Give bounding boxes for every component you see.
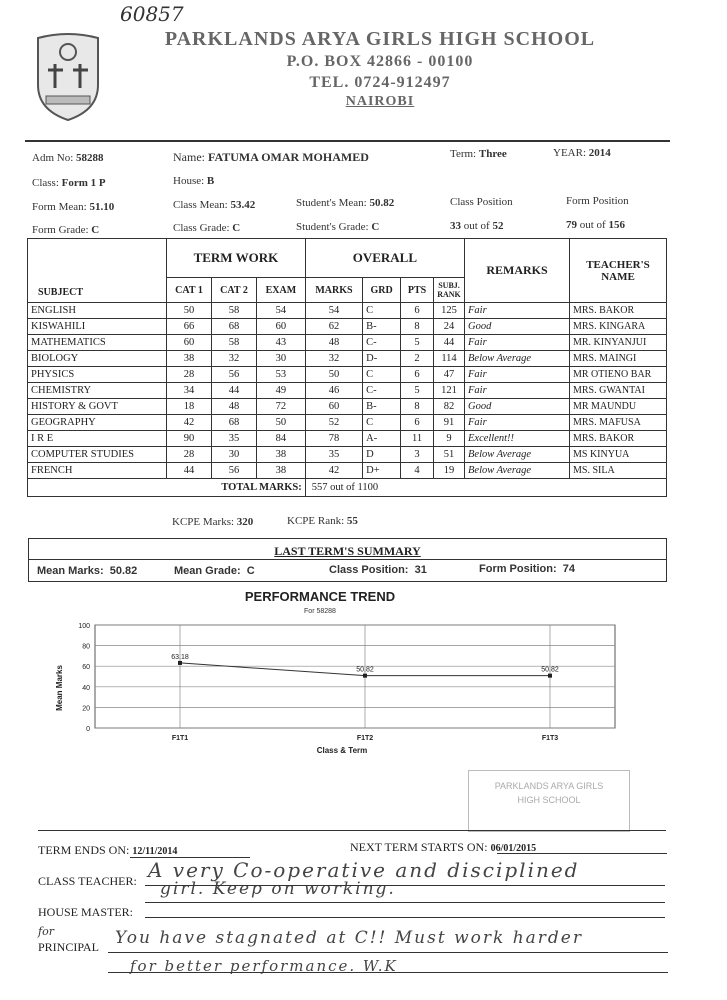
cell-pts: 6: [401, 367, 434, 383]
cell-cat1: 66: [167, 319, 212, 335]
cell-pts: 6: [401, 415, 434, 431]
chart-subtitle: For 58288: [304, 608, 336, 615]
cell-rank: 44: [434, 335, 465, 351]
cell-exam: 54: [257, 303, 306, 319]
cell-pts: 8: [401, 399, 434, 415]
cell-cat1: 18: [167, 399, 212, 415]
cell-subject: COMPUTER STUDIES: [28, 447, 167, 463]
table-row: [28, 399, 667, 415]
cell-rank: 19: [434, 463, 465, 479]
col-cat1: CAT 1: [167, 278, 212, 303]
table-row: [28, 303, 667, 319]
cell-grd: C: [363, 367, 401, 383]
kcpe-marks: KCPE Marks: 320: [172, 516, 254, 528]
y-tick-label: 40: [82, 684, 90, 692]
cell-teacher: MR MAUNDU: [570, 399, 667, 415]
cell-remark: Fair: [465, 383, 570, 399]
chart-ylabel: Mean Marks: [55, 665, 64, 711]
data-point: [178, 661, 182, 665]
last-term-divider: [29, 559, 666, 560]
principal-label: PRINCIPAL: [38, 940, 99, 954]
cell-teacher: MRS. BAKOR: [570, 431, 667, 447]
cell-cat2: 35: [212, 431, 257, 447]
col-group-term-work: TERM WORK: [167, 239, 306, 278]
cell-teacher: MRS. MAFUSA: [570, 415, 667, 431]
cell-rank: 82: [434, 399, 465, 415]
cell-teacher: MRS. MAINGI: [570, 351, 667, 367]
school-tel: TEL. 0724-912497: [309, 74, 451, 91]
cell-cat1: 42: [167, 415, 212, 431]
cell-exam: 84: [257, 431, 306, 447]
cell-grd: C: [363, 415, 401, 431]
cell-rank: 9: [434, 431, 465, 447]
cell-remark: Below Average: [465, 463, 570, 479]
y-tick-label: 80: [82, 643, 90, 651]
cell-exam: 38: [257, 447, 306, 463]
cell-cat1: 90: [167, 431, 212, 447]
cell-subject: BIOLOGY: [28, 351, 167, 367]
cell-marks: 78: [305, 431, 362, 447]
cell-exam: 72: [257, 399, 306, 415]
cell-teacher: MS. SILA: [570, 463, 667, 479]
y-tick-label: 0: [86, 726, 90, 733]
total-marks-value: 557 out of 1100: [305, 479, 666, 497]
cell-remark: Fair: [465, 415, 570, 431]
table-row: [28, 335, 667, 351]
cell-rank: 24: [434, 319, 465, 335]
school-po-box: P.O. BOX 42866 - 00100: [286, 53, 474, 70]
cell-remark: Excellent!!: [465, 431, 570, 447]
kcpe-rank: KCPE Rank: 55: [287, 515, 358, 527]
school-logo: [28, 30, 108, 122]
cell-exam: 43: [257, 335, 306, 351]
chart-xlabel: Class & Term: [316, 746, 368, 755]
cell-rank: 125: [434, 303, 465, 319]
school-name: PARKLANDS ARYA GIRLS HIGH SCHOOL: [164, 28, 596, 50]
student-mean: Student's Mean: 50.82: [296, 197, 395, 209]
table-row: [28, 431, 667, 447]
class-teacher-line-2: [145, 902, 665, 903]
data-label: 63.18: [171, 653, 189, 661]
cell-cat2: 56: [212, 463, 257, 479]
y-tick-label: 20: [82, 705, 90, 713]
table-row: [28, 367, 667, 383]
data-label: 50.82: [541, 666, 559, 674]
cell-cat2: 30: [212, 447, 257, 463]
form-position-label: Form Position: [566, 195, 629, 207]
cell-cat2: 68: [212, 319, 257, 335]
cell-cat1: 44: [167, 463, 212, 479]
cell-cat2: 32: [212, 351, 257, 367]
cell-exam: 30: [257, 351, 306, 367]
cell-exam: 53: [257, 367, 306, 383]
term-ends: TERM ENDS ON: 12/11/2014: [38, 843, 178, 857]
house-master-line: [145, 917, 665, 918]
table-row: [28, 319, 667, 335]
plot-frame: [95, 625, 615, 728]
cell-subject: PHYSICS: [28, 367, 167, 383]
cell-grd: C-: [363, 383, 401, 399]
cell-cat1: 28: [167, 447, 212, 463]
class-mean: Class Mean: 53.42: [173, 199, 256, 211]
cell-pts: 3: [401, 447, 434, 463]
col-subject: SUBJECT: [28, 239, 167, 303]
table-row: [28, 447, 667, 463]
table-row: [28, 351, 667, 367]
cell-grd: C-: [363, 335, 401, 351]
cell-exam: 38: [257, 463, 306, 479]
student-grade: Student's Grade: C: [296, 221, 380, 233]
cell-pts: 5: [401, 383, 434, 399]
cell-subject: KISWAHILI: [28, 319, 167, 335]
term: Term: Three: [450, 148, 507, 160]
cell-remark: Below Average: [465, 351, 570, 367]
cell-rank: 47: [434, 367, 465, 383]
next-term-line: [497, 853, 667, 854]
cell-subject: GEOGRAPHY: [28, 415, 167, 431]
cell-pts: 2: [401, 351, 434, 367]
form-position: 79 out of 156: [566, 219, 625, 231]
class-teacher-comment-2: girl. Keep on working.: [160, 879, 396, 899]
principal-for: for: [38, 925, 54, 938]
cell-marks: 52: [305, 415, 362, 431]
principal-line-2: [108, 972, 668, 973]
school-city: NAIROBI: [345, 94, 415, 109]
cell-cat1: 60: [167, 335, 212, 351]
col-group-overall: OVERALL: [305, 239, 464, 278]
cell-teacher: MRS. BAKOR: [570, 303, 667, 319]
cell-subject: CHEMISTRY: [28, 383, 167, 399]
cell-marks: 54: [305, 303, 362, 319]
col-remarks: REMARKS: [465, 239, 570, 303]
cell-remark: Fair: [465, 303, 570, 319]
cell-rank: 51: [434, 447, 465, 463]
cell-grd: C: [363, 303, 401, 319]
cell-pts: 6: [401, 303, 434, 319]
col-cat2: CAT 2: [212, 278, 257, 303]
cell-exam: 49: [257, 383, 306, 399]
marks-table: [27, 238, 667, 497]
cell-grd: D+: [363, 463, 401, 479]
performance-trend-chart: [40, 585, 640, 760]
house: House: B: [173, 175, 215, 187]
cell-remark: Below Average: [465, 447, 570, 463]
stamp-line-1: PARKLANDS ARYA GIRLS: [494, 781, 604, 791]
col-rank: SUBJ. RANK: [434, 278, 465, 303]
x-tick-label: F1T3: [541, 735, 559, 742]
adm-no: Adm No: 58288: [32, 152, 104, 164]
cell-cat1: 38: [167, 351, 212, 367]
chart-title: PERFORMANCE TREND: [244, 589, 396, 604]
data-point: [548, 674, 552, 678]
cell-marks: 60: [305, 399, 362, 415]
class-position-label: Class Position: [450, 196, 513, 208]
cell-cat2: 48: [212, 399, 257, 415]
cell-marks: 50: [305, 367, 362, 383]
cell-grd: D-: [363, 351, 401, 367]
cell-subject: I R E: [28, 431, 167, 447]
cell-exam: 60: [257, 319, 306, 335]
house-master-label: HOUSE MASTER:: [38, 905, 134, 919]
cell-remark: Fair: [465, 335, 570, 351]
principal-comment-1: You have stagnated at C!! Must work harder: [115, 928, 583, 948]
form-grade: Form Grade: C: [32, 224, 100, 236]
class-grade: Class Grade: C: [173, 222, 241, 234]
cell-marks: 48: [305, 335, 362, 351]
y-tick-label: 100: [78, 623, 90, 630]
cell-grd: A-: [363, 431, 401, 447]
next-term-starts: NEXT TERM STARTS ON: 06/01/2015: [350, 840, 537, 854]
cell-marks: 32: [305, 351, 362, 367]
last-term-title: LAST TERM'S SUMMARY: [274, 544, 421, 558]
cell-cat1: 28: [167, 367, 212, 383]
header-divider: [25, 140, 670, 142]
cell-pts: 11: [401, 431, 434, 447]
stamp-line-2: HIGH SCHOOL: [517, 795, 581, 805]
cell-subject: ENGLISH: [28, 303, 167, 319]
total-marks-label: TOTAL MARKS:: [28, 479, 306, 497]
student-name: Name: FATUMA OMAR MOHAMED: [173, 150, 369, 164]
cell-cat2: 44: [212, 383, 257, 399]
class-teacher-line-1: [145, 885, 665, 886]
form-mean: Form Mean: 51.10: [32, 201, 115, 213]
cell-cat1: 34: [167, 383, 212, 399]
class-teacher-label: CLASS TEACHER:: [38, 874, 137, 888]
y-tick-label: 60: [82, 664, 90, 672]
col-marks: MARKS: [305, 278, 362, 303]
col-teacher: TEACHER'S NAME: [570, 239, 667, 303]
cell-rank: 91: [434, 415, 465, 431]
cell-pts: 8: [401, 319, 434, 335]
cell-remark: Good: [465, 399, 570, 415]
last-mean-marks: Mean Marks: 50.82: [37, 565, 138, 577]
cell-marks: 62: [305, 319, 362, 335]
cell-cat2: 58: [212, 303, 257, 319]
cell-cat1: 50: [167, 303, 212, 319]
cell-grd: D: [363, 447, 401, 463]
last-form-position: Form Position: 74: [479, 563, 575, 575]
principal-comment-2: for better performance. W.K: [130, 957, 398, 975]
cell-teacher: MR. KINYANJUI: [570, 335, 667, 351]
cell-subject: HISTORY & GOVT: [28, 399, 167, 415]
principal-line-1: [108, 952, 668, 953]
col-grd: GRD: [363, 278, 401, 303]
col-pts: PTS: [401, 278, 434, 303]
year: YEAR: 2014: [553, 147, 611, 159]
cell-cat2: 68: [212, 415, 257, 431]
cell-pts: 5: [401, 335, 434, 351]
col-exam: EXAM: [257, 278, 306, 303]
footer-top-line: [38, 830, 666, 831]
class-position: 33 out of 52: [450, 220, 504, 232]
cell-marks: 46: [305, 383, 362, 399]
cell-rank: 121: [434, 383, 465, 399]
cell-cat2: 58: [212, 335, 257, 351]
reference-number: 60857: [120, 2, 184, 26]
class-teacher-comment-1: A very Co-operative and disciplined: [148, 858, 580, 882]
table-row: [28, 383, 667, 399]
cell-rank: 114: [434, 351, 465, 367]
last-class-position: Class Position: 31: [329, 564, 427, 576]
cell-subject: FRENCH: [28, 463, 167, 479]
cell-grd: B-: [363, 319, 401, 335]
table-row: [28, 463, 667, 479]
cell-teacher: MRS. GWANTAI: [570, 383, 667, 399]
x-tick-label: F1T1: [171, 735, 189, 742]
school-stamp: [468, 770, 630, 832]
cell-cat2: 56: [212, 367, 257, 383]
cell-teacher: MS KINYUA: [570, 447, 667, 463]
cell-marks: 42: [305, 463, 362, 479]
data-point: [363, 674, 367, 678]
last-term-summary: [28, 538, 667, 582]
cell-teacher: MRS. KINGARA: [570, 319, 667, 335]
cell-grd: B-: [363, 399, 401, 415]
class: Class: Form 1 P: [32, 177, 106, 189]
table-row: [28, 415, 667, 431]
cell-teacher: MR OTIENO BAR: [570, 367, 667, 383]
x-tick-label: F1T2: [356, 735, 374, 742]
cell-pts: 4: [401, 463, 434, 479]
cell-subject: MATHEMATICS: [28, 335, 167, 351]
cell-remark: Fair: [465, 367, 570, 383]
cell-exam: 50: [257, 415, 306, 431]
last-mean-grade: Mean Grade: C: [174, 565, 255, 577]
data-label: 50.82: [356, 666, 374, 674]
cell-marks: 35: [305, 447, 362, 463]
cell-remark: Good: [465, 319, 570, 335]
